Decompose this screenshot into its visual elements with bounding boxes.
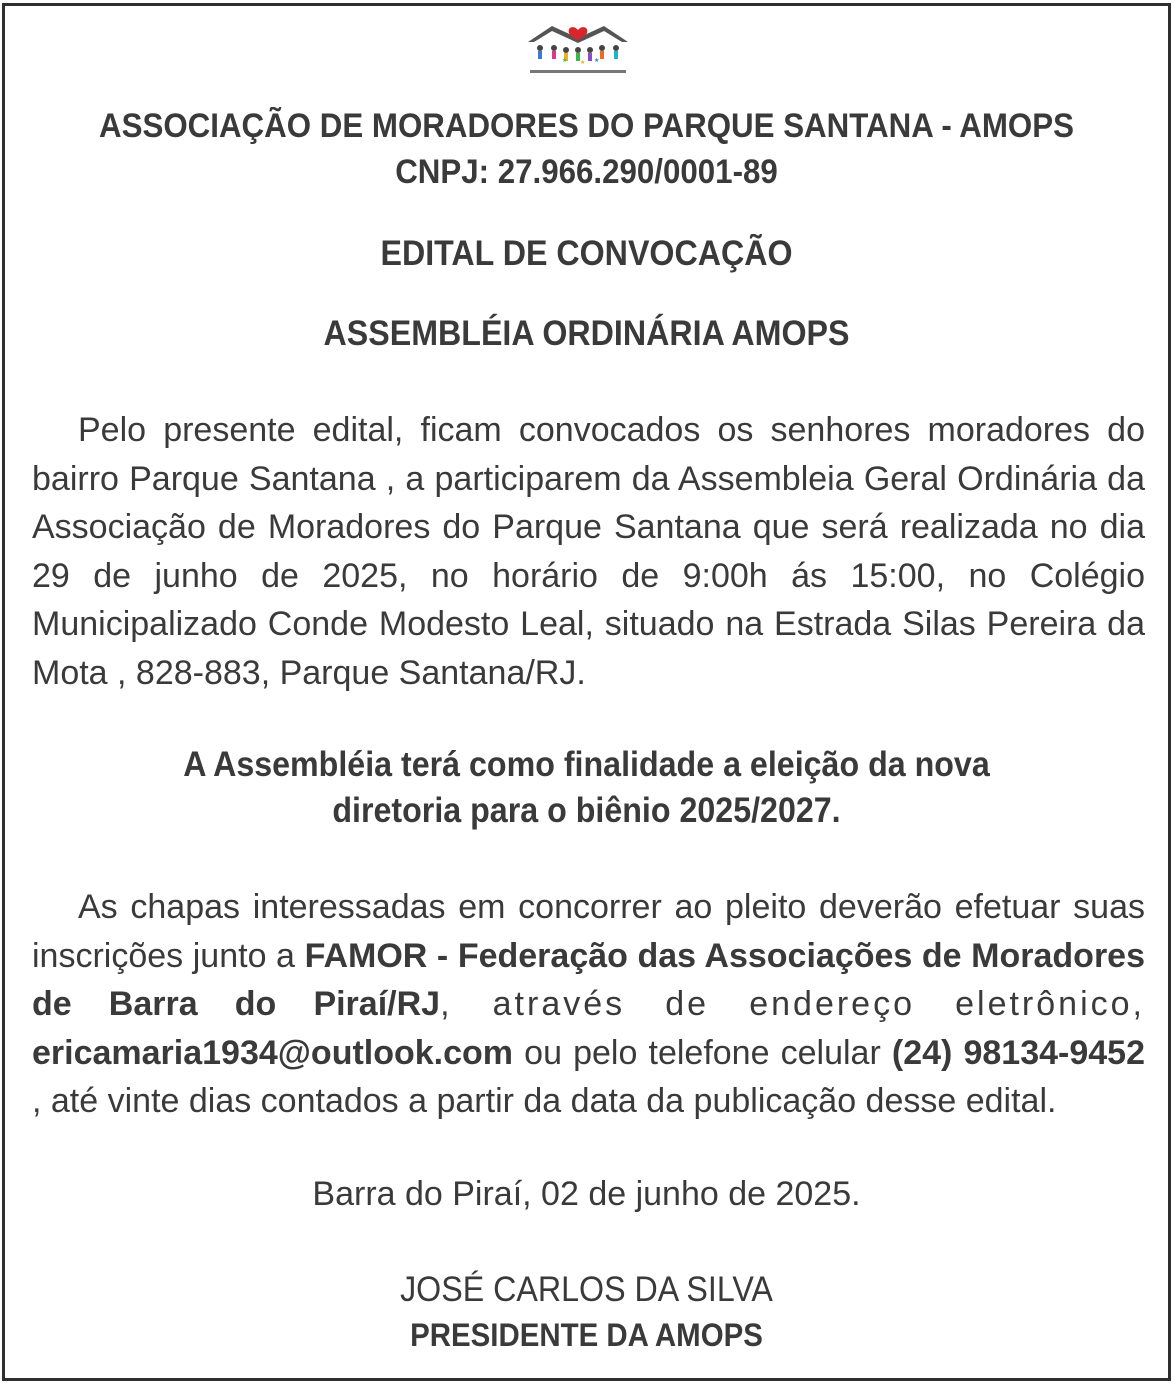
registration-text-3: ou pelo telefone celular — [513, 1033, 892, 1072]
svg-text:★: ★ — [562, 57, 568, 64]
signer-role: PRESIDENTE DA AMOPS — [410, 1317, 763, 1353]
purpose-statement — [47, 742, 1126, 834]
registration-text-2: , através de endereço eletrônico, — [440, 985, 1145, 1023]
contact-phone[interactable]: (24) 98134-9452 — [891, 1033, 1145, 1072]
svg-text:★: ★ — [580, 59, 586, 66]
registration-paragraph — [32, 883, 1145, 1126]
purpose-line-1: A Assembléia terá como finalidade a eleição da nova — [183, 745, 990, 784]
cnpj-line: CNPJ: 27.966.290/0001-89 — [395, 153, 778, 191]
place-and-date: Barra do Piraí, 02 de junho de 2025. — [312, 1175, 861, 1213]
signer-name: JOSÉ CARLOS DA SILVA — [400, 1270, 773, 1309]
assembly-title: ASSEMBLÉIA ORDINÁRIA AMOPS — [323, 314, 850, 353]
contact-email[interactable]: ericamaria1934@outlook.com — [32, 1033, 514, 1072]
notice-title: EDITAL DE CONVOCAÇÃO — [380, 234, 793, 273]
amops-logo — [522, 20, 634, 80]
svg-text:★: ★ — [594, 57, 600, 64]
registration-text-1: As chapas interessadas em concorrer ao pleito deverão efetuar suas inscrições junto a — [32, 888, 1145, 975]
organization-title: ASSOCIAÇÃO DE MORADORES DO PARQUE SANTANA - AMOPS — [99, 107, 1074, 145]
convocation-paragraph — [32, 406, 1145, 697]
registration-text-4: , até vinte dias contados a partir da data da publicação desse edital. — [32, 1082, 1057, 1120]
convocation-text: Pelo presente edital, ficam convocados os senhores moradores do bairro Parque Santana , a participarem da Assembleia Geral Ordinária da Associação de Moradores do Parque Santana que será realizada no dia 29 de junho de 2025, no horário de 9:00h ás 15:00, no Colégio Municipalizado Conde Modesto Leal, situado na Estrada Silas Pereira da Mota , 828-883, Parque Santana/RJ. — [32, 411, 1145, 692]
federation-name: FAMOR - Federação das Associações de Moradores de Barra do Piraí/RJ — [32, 936, 1145, 1023]
purpose-line-2: diretoria para o biênio 2025/2027. — [332, 791, 841, 830]
